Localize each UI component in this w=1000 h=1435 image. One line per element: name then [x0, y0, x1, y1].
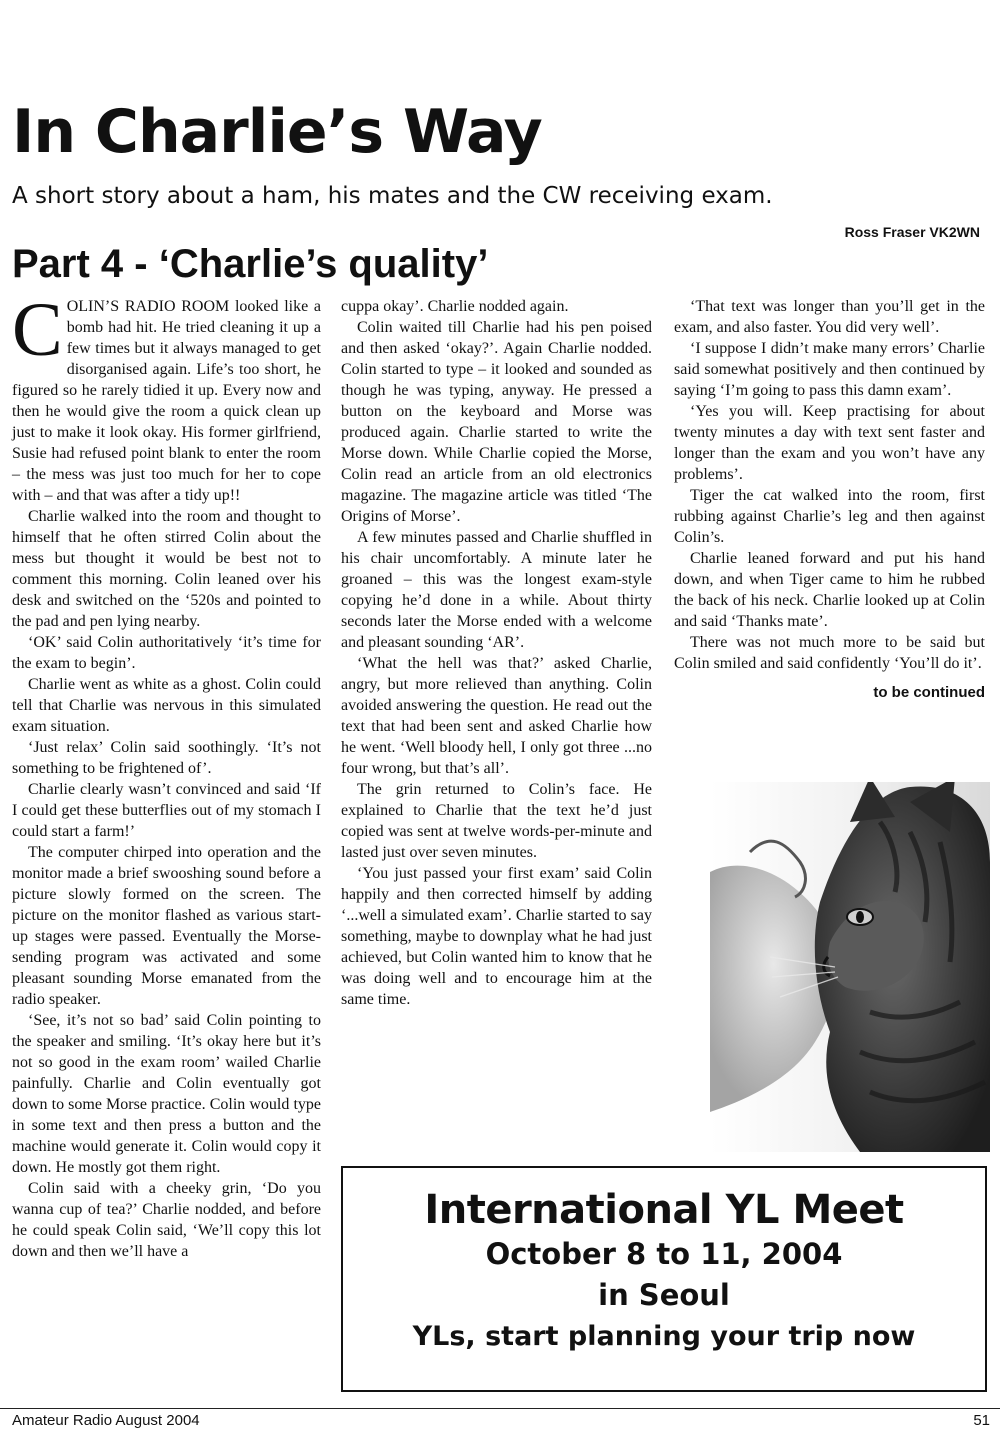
footer-publication: Amateur Radio August 2004: [12, 1412, 200, 1429]
paragraph: Charlie leaned forward and put his hand down, and when Tiger came to him he rubbed the back of his neck. Charlie looked up at Colin and said ‘Thanks mate’.: [674, 550, 985, 630]
advertisement-box: [341, 1166, 987, 1392]
paragraph-text: OLIN’S RADIO ROOM looked like a bomb had hit. He tried cleaning it up a few times but it always managed to get disorganised again. Life’s too short, he figured so he rarely tidied it up. Every now and then he would give the room a quick clean up just to make it look okay. His former girlfriend, Susie had refused point blank to enter the room – the mess was just too much for her to cope with – and that was after a tidy up!!: [12, 298, 321, 504]
paragraph: ‘You just passed your first exam’ said Colin happily and then corrected himself by adding ‘...well a simulated exam’. Charlie started to say something, maybe to downplay what he had just achieved, but Colin wanted him to know that he was doing well and to encourage him at the same time.: [341, 865, 652, 1008]
paragraph: ‘That text was longer than you’ll get in the exam, and also faster. You did very well’.: [674, 298, 985, 336]
drop-cap: C: [12, 288, 63, 372]
article-subtitle: A short story about a ham, his mates and the CW receiving exam.: [12, 183, 773, 209]
paragraph: Charlie went as white as a ghost. Colin could tell that Charlie was nervous in this simulated exam situation.: [12, 676, 321, 735]
paragraph: ‘OK’ said Colin authoritatively ‘it’s time for the exam to begin’.: [12, 634, 321, 672]
text-column-3: [674, 296, 985, 703]
ad-dates: October 8 to 11, 2004: [485, 1237, 843, 1271]
ad-headline: International YL Meet: [424, 1187, 904, 1233]
paragraph: A few minutes passed and Charlie shuffled in his chair uncomfortably. A minute later he groaned – this was the longest exam-style copying he’d done in a while. About thirty seconds later the Morse ended with a welcome and pleasant sounding ‘AR’.: [341, 529, 652, 651]
article-title: In Charlie’s Way: [12, 97, 542, 167]
paragraph: ‘See, it’s not so bad’ said Colin pointing to the speaker and smiling. ‘It’s okay here but it’s not so good in the exam room’ wailed Charlie painfully. Charlie and Colin eventually got down to some Morse practice. Colin would type in some text and then press a button and the machine would generate it. Colin would copy it down. He mostly got them right.: [12, 1012, 321, 1176]
ad-tagline: YLs, start planning your trip now: [412, 1321, 916, 1352]
paragraph: Colin waited till Charlie had his pen poised and then asked ‘okay?’. Again Charlie nodded. Colin started to type – it looked and sounded as though he was typing, anyway. He pressed a button on the keyboard and Morse was produced again. Charlie started to write the Morse down. While Charlie copied the Morse, Colin read an article from an old electronics magazine. The magazine article was titled ‘The Origins of Morse’.: [341, 319, 652, 525]
paragraph: [12, 288, 321, 506]
cat-photo: [710, 782, 990, 1152]
paragraph: The computer chirped into operation and the monitor made a brief swooshing sound before a picture slowly formed on the screen. The picture on the monitor flashed as various start-up stages were passed. Eventually the Morse-sending program was activated and some pleasant sounding Morse emanated from the radio speaker.: [12, 844, 321, 1008]
paragraph: ‘Yes you will. Keep practising for about twenty minutes a day with text sent faster and longer than the exam and you won’t have any problems’.: [674, 403, 985, 483]
text-column-2: [341, 296, 652, 1010]
to-be-continued: to be continued: [873, 684, 985, 701]
paragraph: ‘Just relax’ Colin said soothingly. ‘It’s not something to be frightened of’.: [12, 739, 321, 777]
paragraph: The grin returned to Colin’s face. He explained to Charlie that the text he’d just copied was sent at twelve words-per-minute and lasted just over seven minutes.: [341, 781, 652, 861]
paragraph: Colin said with a cheeky grin, ‘Do you wanna cup of tea?’ Charlie nodded, and before he could speak Colin said, ‘We’ll copy this lot down and then we’ll have a: [12, 1180, 321, 1260]
paragraph: Tiger the cat walked into the room, first rubbing against Charlie’s leg and then against Colin’s.: [674, 487, 985, 546]
paragraph: cuppa okay’. Charlie nodded again.: [341, 298, 569, 315]
ad-location: in Seoul: [598, 1278, 730, 1312]
page-number: 51: [973, 1412, 990, 1429]
text-column-1: [12, 288, 321, 1262]
author-byline: Ross Fraser VK2WN: [844, 224, 980, 240]
part-heading: Part 4 - ‘Charlie’s quality’: [12, 242, 489, 286]
paragraph: There was not much more to be said but Colin smiled and said confidently ‘You’ll do it’.: [674, 634, 985, 672]
cat-illustration: [710, 782, 990, 1152]
paragraph: ‘I suppose I didn’t make many errors’ Charlie said somewhat positively and then continued by saying ‘I’m going to pass this damn exam’.: [674, 340, 985, 399]
paragraph: ‘What the hell was that?’ asked Charlie, angry, but more relieved than anything. Colin avoided answering the question. He read out the text that had been sent and asked Charlie how he went. ‘Well bloody hell, I only got three ...no four wrong, but that’s all’.: [341, 655, 652, 777]
footer-rule: [0, 1408, 1000, 1409]
paragraph: Charlie walked into the room and thought to himself that he often stirred Colin about the mess but thought it would be best not to comment this morning. Colin leaned over his desk and switched on the ‘520s and pointed to the pad and pen lying nearby.: [12, 508, 321, 630]
paragraph: Charlie clearly wasn’t convinced and said ‘If I could get these butterflies out of my stomach I could start a farm!’: [12, 781, 321, 840]
